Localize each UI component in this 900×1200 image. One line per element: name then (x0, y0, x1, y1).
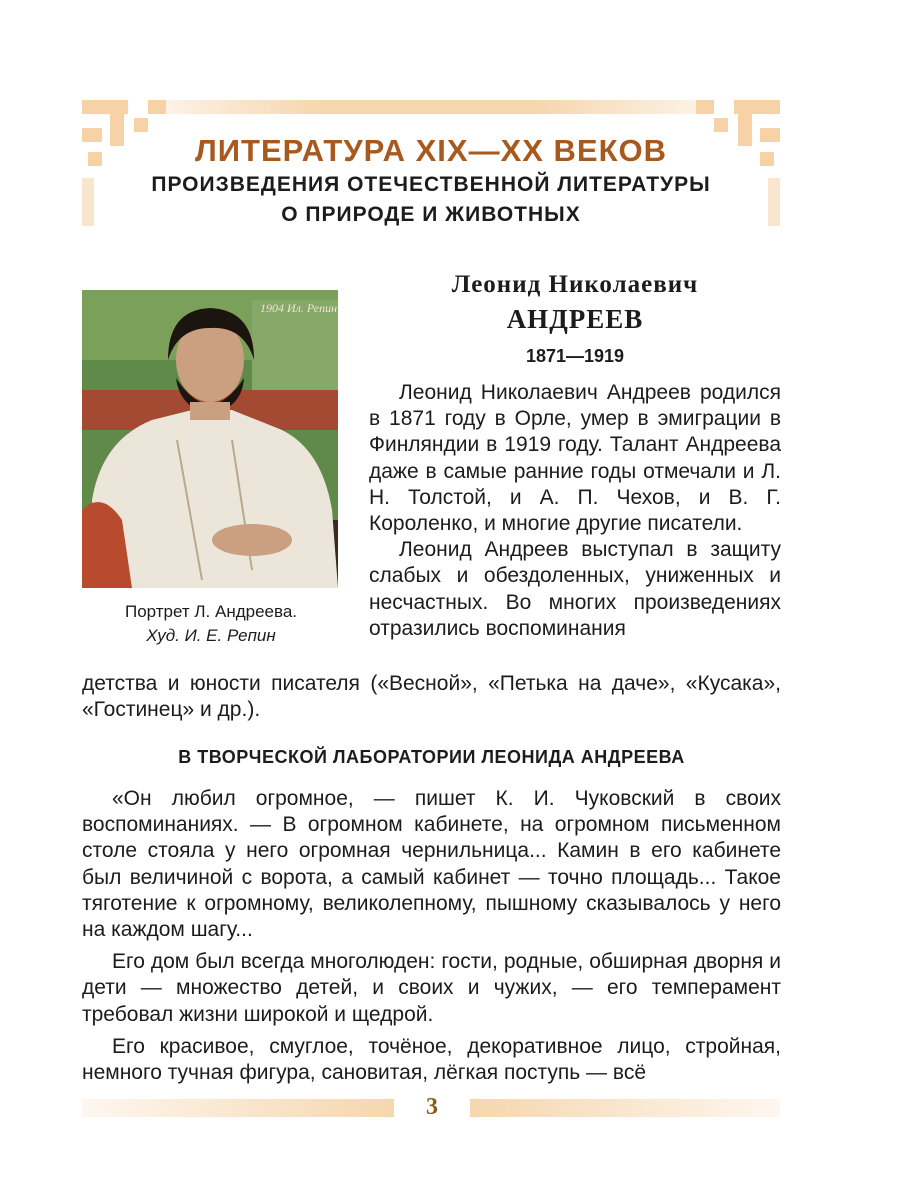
chapter-title: ЛИТЕРАТУРА XIX—XX ВЕКОВ (194, 133, 668, 168)
chapter-subtitle-line1: ПРОИЗВЕДЕНИЯ ОТЕЧЕСТВЕННОЙ ЛИТЕРАТУРЫ (151, 173, 711, 196)
portrait-caption-artist: Худ. И. Е. Репин (146, 626, 276, 645)
footer-ornament-left (82, 1099, 394, 1117)
portrait-signature: 1904 Ил. Репин (260, 301, 338, 315)
section-paragraph-2: Его дом был всегда многолюден: гости, родные, обширная дворня и дети — множество детей, и своих и чужих, — его темперамент требовал жизни широкой и щедрой. (82, 950, 781, 1026)
chapter-banner (82, 96, 780, 236)
biography-continuation (82, 671, 781, 723)
banner-ornament-band (162, 100, 700, 114)
biography-paragraph-2: Леонид Андреев выступал в защиту слабых и обездоленных, униженных и несчастных. Во многих произведениях отразились воспоминания (369, 538, 781, 640)
footer-ornament-right (470, 1099, 780, 1117)
section-paragraph-3: Его красивое, смуглое, точёное, декоративное лицо, стройная, немного тучная фигура, сановитая, лёгкая поступь — всё (82, 1034, 781, 1085)
chapter-subtitle-line2: О ПРИРОДЕ И ЖИВОТНЫХ (281, 203, 581, 226)
biography-column (369, 380, 781, 642)
biography-paragraph-1: Леонид Николаевич Андреев родился в 1871 году в Орле, умер в эмиграции в Финляндии в 1919 году. Талант Андреева даже в самые ранние годы отмечали и Л. Н. Толстой, и А. П. Чехов, и В. Г. Короленко, и многие другие писатели. (369, 381, 781, 536)
portrait-caption-title: Портрет Л. Андреева. (124, 602, 298, 621)
author-heading (370, 268, 780, 367)
author-last-name: АНДРЕЕВ (506, 304, 644, 334)
section-heading: В ТВОРЧЕСКОЙ ЛАБОРАТОРИИ ЛЕОНИДА АНДРЕЕВА (178, 747, 685, 767)
author-years: 1871—1919 (525, 346, 625, 366)
author-portrait (82, 290, 338, 588)
author-first-names: Леонид Николаевич (451, 271, 699, 298)
portrait-caption (82, 600, 340, 648)
section-paragraph-1: «Он любил огромное, — пишет К. И. Чуковский в своих воспоминаниях. — В огромном кабинете, на огромном письменном столе стояла у него огромная чернильница... Камин в его кабинете был величиной с ворота, а самый кабинет — точно площадь... Такое тяготение к огромному, великолепному, пышному сказывалось у него на каждом шагу... (82, 787, 781, 942)
section-body (82, 786, 781, 1086)
page-number: 3 (426, 1094, 438, 1120)
biography-paragraph-2-end: детства и юности писателя («Весной», «Петька на даче», «Кусака», «Гостинец» и др.). (82, 672, 781, 722)
